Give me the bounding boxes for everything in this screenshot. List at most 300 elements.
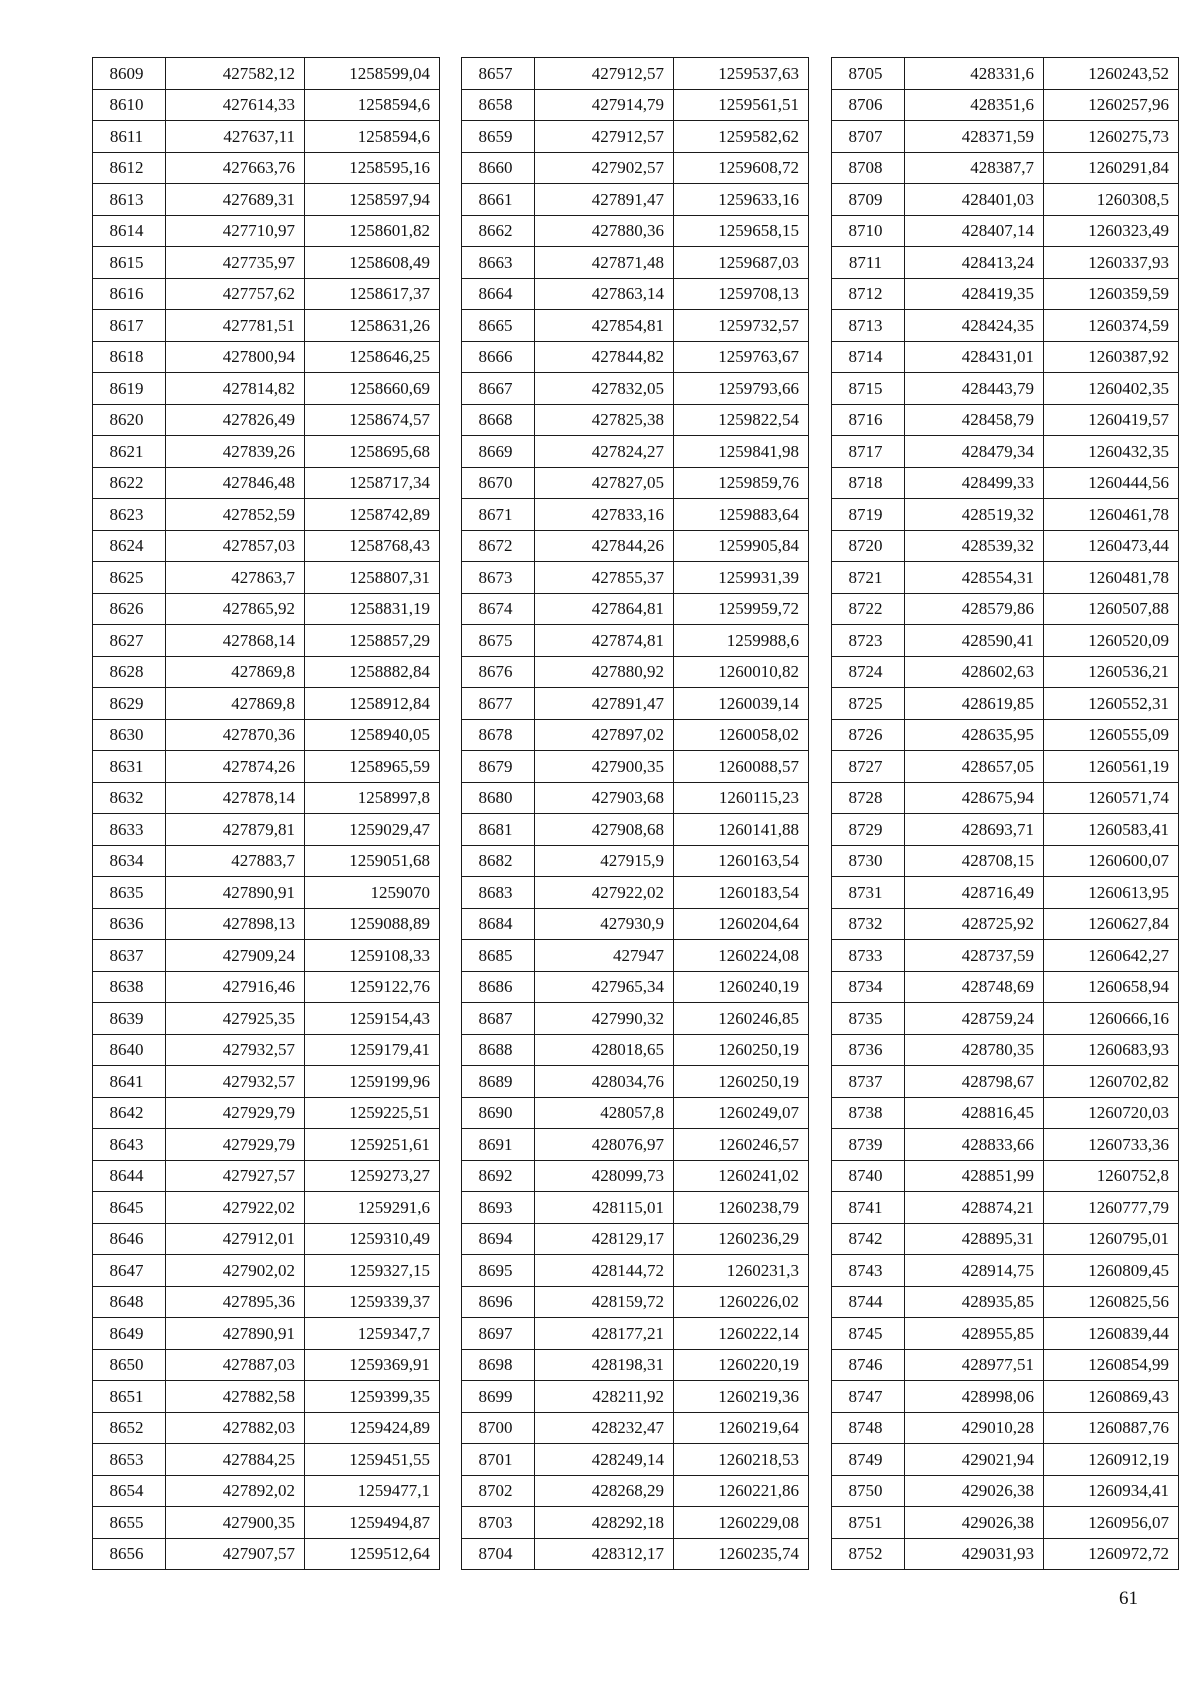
x-coordinate-cell: 428619,85 xyxy=(905,688,1044,720)
point-number-cell: 8664 xyxy=(462,278,535,310)
point-number-cell: 8649 xyxy=(93,1318,166,1350)
x-coordinate-cell: 428407,14 xyxy=(905,215,1044,247)
x-coordinate-cell: 427863,7 xyxy=(166,562,305,594)
y-coordinate-cell: 1260536,21 xyxy=(1044,656,1179,688)
point-number-cell: 8660 xyxy=(462,152,535,184)
y-coordinate-cell: 1260224,08 xyxy=(674,940,809,972)
point-number-cell: 8692 xyxy=(462,1160,535,1192)
y-coordinate-cell: 1259339,37 xyxy=(305,1286,440,1318)
table-row xyxy=(93,1160,440,1192)
point-number-cell: 8610 xyxy=(93,89,166,121)
table-row xyxy=(462,1507,809,1539)
y-coordinate-cell: 1258882,84 xyxy=(305,656,440,688)
table-row xyxy=(832,1129,1179,1161)
y-coordinate-cell: 1258831,19 xyxy=(305,593,440,625)
table-row xyxy=(462,814,809,846)
x-coordinate-cell: 428833,66 xyxy=(905,1129,1044,1161)
table-row xyxy=(462,782,809,814)
table-row xyxy=(93,152,440,184)
table-row xyxy=(832,1192,1179,1224)
x-coordinate-cell: 427916,46 xyxy=(166,971,305,1003)
x-coordinate-cell: 428998,06 xyxy=(905,1381,1044,1413)
x-coordinate-cell: 427932,57 xyxy=(166,1066,305,1098)
table-row xyxy=(832,593,1179,625)
table-row xyxy=(832,814,1179,846)
table-row xyxy=(93,1255,440,1287)
point-number-cell: 8674 xyxy=(462,593,535,625)
point-number-cell: 8707 xyxy=(832,121,905,153)
table-row xyxy=(832,625,1179,657)
table-row xyxy=(93,845,440,877)
table-row xyxy=(832,1538,1179,1570)
y-coordinate-cell: 1260507,88 xyxy=(1044,593,1179,625)
x-coordinate-cell: 427929,79 xyxy=(166,1097,305,1129)
x-coordinate-cell: 427868,14 xyxy=(166,625,305,657)
y-coordinate-cell: 1259608,72 xyxy=(674,152,809,184)
point-number-cell: 8609 xyxy=(93,58,166,90)
table-row xyxy=(462,1475,809,1507)
x-coordinate-cell: 428401,03 xyxy=(905,184,1044,216)
y-coordinate-cell: 1260250,19 xyxy=(674,1066,809,1098)
y-coordinate-cell: 1260402,35 xyxy=(1044,373,1179,405)
x-coordinate-cell: 428693,71 xyxy=(905,814,1044,846)
point-number-cell: 8704 xyxy=(462,1538,535,1570)
point-number-cell: 8690 xyxy=(462,1097,535,1129)
y-coordinate-cell: 1259859,76 xyxy=(674,467,809,499)
table-row xyxy=(93,1097,440,1129)
y-coordinate-cell: 1259512,64 xyxy=(305,1538,440,1570)
table-row xyxy=(832,656,1179,688)
x-coordinate-cell: 428780,35 xyxy=(905,1034,1044,1066)
y-coordinate-cell: 1259494,87 xyxy=(305,1507,440,1539)
y-coordinate-cell: 1260825,56 xyxy=(1044,1286,1179,1318)
point-number-cell: 8686 xyxy=(462,971,535,1003)
y-coordinate-cell: 1260887,76 xyxy=(1044,1412,1179,1444)
x-coordinate-cell: 427869,8 xyxy=(166,688,305,720)
x-coordinate-cell: 428057,8 xyxy=(535,1097,674,1129)
y-coordinate-cell: 1259988,6 xyxy=(674,625,809,657)
point-number-cell: 8668 xyxy=(462,404,535,436)
y-coordinate-cell: 1260219,36 xyxy=(674,1381,809,1413)
x-coordinate-cell: 428144,72 xyxy=(535,1255,674,1287)
point-number-cell: 8718 xyxy=(832,467,905,499)
x-coordinate-cell: 427912,01 xyxy=(166,1223,305,1255)
y-coordinate-cell: 1260250,19 xyxy=(674,1034,809,1066)
x-coordinate-cell: 428424,35 xyxy=(905,310,1044,342)
y-coordinate-cell: 1258594,6 xyxy=(305,121,440,153)
y-coordinate-cell: 1260552,31 xyxy=(1044,688,1179,720)
table-row xyxy=(462,247,809,279)
point-number-cell: 8743 xyxy=(832,1255,905,1287)
y-coordinate-cell: 1260374,59 xyxy=(1044,310,1179,342)
table-row xyxy=(832,1318,1179,1350)
x-coordinate-cell: 427839,26 xyxy=(166,436,305,468)
x-coordinate-cell: 427882,03 xyxy=(166,1412,305,1444)
point-number-cell: 8722 xyxy=(832,593,905,625)
x-coordinate-cell: 427883,7 xyxy=(166,845,305,877)
point-number-cell: 8673 xyxy=(462,562,535,594)
point-number-cell: 8669 xyxy=(462,436,535,468)
y-coordinate-cell: 1260221,86 xyxy=(674,1475,809,1507)
y-coordinate-cell: 1259347,7 xyxy=(305,1318,440,1350)
y-coordinate-cell: 1260972,72 xyxy=(1044,1538,1179,1570)
table-row xyxy=(462,1538,809,1570)
x-coordinate-cell: 428708,15 xyxy=(905,845,1044,877)
x-coordinate-cell: 427844,82 xyxy=(535,341,674,373)
y-coordinate-cell: 1260218,53 xyxy=(674,1444,809,1476)
table-row xyxy=(93,1192,440,1224)
x-coordinate-cell: 428579,86 xyxy=(905,593,1044,625)
x-coordinate-cell: 428249,14 xyxy=(535,1444,674,1476)
point-number-cell: 8622 xyxy=(93,467,166,499)
y-coordinate-cell: 1260359,59 xyxy=(1044,278,1179,310)
table-row xyxy=(832,467,1179,499)
table-row xyxy=(832,1286,1179,1318)
x-coordinate-cell: 427824,27 xyxy=(535,436,674,468)
point-number-cell: 8651 xyxy=(93,1381,166,1413)
y-coordinate-cell: 1260163,54 xyxy=(674,845,809,877)
point-number-cell: 8611 xyxy=(93,121,166,153)
table-row xyxy=(93,121,440,153)
x-coordinate-cell: 427890,91 xyxy=(166,1318,305,1350)
y-coordinate-cell: 1260473,44 xyxy=(1044,530,1179,562)
point-number-cell: 8652 xyxy=(93,1412,166,1444)
table-row xyxy=(93,58,440,90)
table-row xyxy=(462,404,809,436)
point-number-cell: 8619 xyxy=(93,373,166,405)
point-number-cell: 8667 xyxy=(462,373,535,405)
x-coordinate-cell: 428816,45 xyxy=(905,1097,1044,1129)
point-number-cell: 8751 xyxy=(832,1507,905,1539)
y-coordinate-cell: 1260204,64 xyxy=(674,908,809,940)
y-coordinate-cell: 1260520,09 xyxy=(1044,625,1179,657)
y-coordinate-cell: 1260235,74 xyxy=(674,1538,809,1570)
x-coordinate-cell: 427898,13 xyxy=(166,908,305,940)
table-row xyxy=(832,1412,1179,1444)
table-row xyxy=(832,719,1179,751)
x-coordinate-cell: 427663,76 xyxy=(166,152,305,184)
y-coordinate-cell: 1260600,07 xyxy=(1044,845,1179,877)
point-number-cell: 8742 xyxy=(832,1223,905,1255)
point-number-cell: 8702 xyxy=(462,1475,535,1507)
x-coordinate-cell: 428351,6 xyxy=(905,89,1044,121)
table-row xyxy=(832,1507,1179,1539)
x-coordinate-cell: 428675,94 xyxy=(905,782,1044,814)
y-coordinate-cell: 1259225,51 xyxy=(305,1097,440,1129)
point-number-cell: 8709 xyxy=(832,184,905,216)
x-coordinate-cell: 427912,57 xyxy=(535,121,674,153)
point-number-cell: 8616 xyxy=(93,278,166,310)
point-number-cell: 8736 xyxy=(832,1034,905,1066)
y-coordinate-cell: 1258997,8 xyxy=(305,782,440,814)
y-coordinate-cell: 1259051,68 xyxy=(305,845,440,877)
x-coordinate-cell: 427890,91 xyxy=(166,877,305,909)
point-number-cell: 8624 xyxy=(93,530,166,562)
point-number-cell: 8670 xyxy=(462,467,535,499)
point-number-cell: 8708 xyxy=(832,152,905,184)
y-coordinate-cell: 1259793,66 xyxy=(674,373,809,405)
point-number-cell: 8656 xyxy=(93,1538,166,1570)
y-coordinate-cell: 1259822,54 xyxy=(674,404,809,436)
x-coordinate-cell: 427637,11 xyxy=(166,121,305,153)
point-number-cell: 8658 xyxy=(462,89,535,121)
y-coordinate-cell: 1259931,39 xyxy=(674,562,809,594)
x-coordinate-cell: 427757,62 xyxy=(166,278,305,310)
y-coordinate-cell: 1259291,6 xyxy=(305,1192,440,1224)
x-coordinate-cell: 427922,02 xyxy=(166,1192,305,1224)
x-coordinate-cell: 427932,57 xyxy=(166,1034,305,1066)
point-number-cell: 8746 xyxy=(832,1349,905,1381)
x-coordinate-cell: 427912,57 xyxy=(535,58,674,90)
y-coordinate-cell: 1260323,49 xyxy=(1044,215,1179,247)
point-number-cell: 8678 xyxy=(462,719,535,751)
point-number-cell: 8661 xyxy=(462,184,535,216)
table-row xyxy=(93,1412,440,1444)
y-coordinate-cell: 1260257,96 xyxy=(1044,89,1179,121)
y-coordinate-cell: 1260238,79 xyxy=(674,1192,809,1224)
table-row xyxy=(832,247,1179,279)
y-coordinate-cell: 1260088,57 xyxy=(674,751,809,783)
x-coordinate-cell: 427855,37 xyxy=(535,562,674,594)
x-coordinate-cell: 428798,67 xyxy=(905,1066,1044,1098)
point-number-cell: 8632 xyxy=(93,782,166,814)
point-number-cell: 8618 xyxy=(93,341,166,373)
x-coordinate-cell: 427614,33 xyxy=(166,89,305,121)
x-coordinate-cell: 427892,02 xyxy=(166,1475,305,1507)
table-row xyxy=(832,1066,1179,1098)
table-row xyxy=(832,373,1179,405)
y-coordinate-cell: 1259763,67 xyxy=(674,341,809,373)
x-coordinate-cell: 427907,57 xyxy=(166,1538,305,1570)
table-row xyxy=(832,278,1179,310)
y-coordinate-cell: 1260912,19 xyxy=(1044,1444,1179,1476)
x-coordinate-cell: 427965,34 xyxy=(535,971,674,1003)
x-coordinate-cell: 429010,28 xyxy=(905,1412,1044,1444)
y-coordinate-cell: 1260733,36 xyxy=(1044,1129,1179,1161)
table-row xyxy=(462,215,809,247)
point-number-cell: 8615 xyxy=(93,247,166,279)
x-coordinate-cell: 428431,01 xyxy=(905,341,1044,373)
x-coordinate-cell: 428268,29 xyxy=(535,1475,674,1507)
x-coordinate-cell: 428748,69 xyxy=(905,971,1044,1003)
y-coordinate-cell: 1259327,15 xyxy=(305,1255,440,1287)
x-coordinate-cell: 428657,05 xyxy=(905,751,1044,783)
table-row xyxy=(93,341,440,373)
table-row xyxy=(462,1129,809,1161)
table-row xyxy=(832,530,1179,562)
x-coordinate-cell: 429031,93 xyxy=(905,1538,1044,1570)
y-coordinate-cell: 1260039,14 xyxy=(674,688,809,720)
y-coordinate-cell: 1260658,94 xyxy=(1044,971,1179,1003)
page-number: 61 xyxy=(1119,1588,1138,1609)
x-coordinate-cell: 427582,12 xyxy=(166,58,305,90)
point-number-cell: 8684 xyxy=(462,908,535,940)
x-coordinate-cell: 427880,92 xyxy=(535,656,674,688)
y-coordinate-cell: 1260583,41 xyxy=(1044,814,1179,846)
x-coordinate-cell: 427930,9 xyxy=(535,908,674,940)
y-coordinate-cell: 1260387,92 xyxy=(1044,341,1179,373)
x-coordinate-cell: 428458,79 xyxy=(905,404,1044,436)
table-row xyxy=(462,1223,809,1255)
x-coordinate-cell: 427833,16 xyxy=(535,499,674,531)
table-row xyxy=(462,688,809,720)
table-row xyxy=(462,58,809,90)
y-coordinate-cell: 1259905,84 xyxy=(674,530,809,562)
table-row xyxy=(832,184,1179,216)
x-coordinate-cell: 428419,35 xyxy=(905,278,1044,310)
y-coordinate-cell: 1260241,02 xyxy=(674,1160,809,1192)
point-number-cell: 8614 xyxy=(93,215,166,247)
x-coordinate-cell: 427781,51 xyxy=(166,310,305,342)
x-coordinate-cell: 428519,32 xyxy=(905,499,1044,531)
y-coordinate-cell: 1260141,88 xyxy=(674,814,809,846)
point-number-cell: 8710 xyxy=(832,215,905,247)
point-number-cell: 8749 xyxy=(832,1444,905,1476)
point-number-cell: 8663 xyxy=(462,247,535,279)
point-number-cell: 8747 xyxy=(832,1381,905,1413)
y-coordinate-cell: 1260010,82 xyxy=(674,656,809,688)
point-number-cell: 8681 xyxy=(462,814,535,846)
y-coordinate-cell: 1258674,57 xyxy=(305,404,440,436)
point-number-cell: 8665 xyxy=(462,310,535,342)
y-coordinate-cell: 1260243,52 xyxy=(1044,58,1179,90)
point-number-cell: 8639 xyxy=(93,1003,166,1035)
table-row xyxy=(93,373,440,405)
x-coordinate-cell: 427879,81 xyxy=(166,814,305,846)
table-row xyxy=(832,1444,1179,1476)
x-coordinate-cell: 427903,68 xyxy=(535,782,674,814)
table-row xyxy=(462,1381,809,1413)
x-coordinate-cell: 427852,59 xyxy=(166,499,305,531)
point-number-cell: 8699 xyxy=(462,1381,535,1413)
y-coordinate-cell: 1259154,43 xyxy=(305,1003,440,1035)
point-number-cell: 8636 xyxy=(93,908,166,940)
point-number-cell: 8752 xyxy=(832,1538,905,1570)
x-coordinate-cell: 428895,31 xyxy=(905,1223,1044,1255)
table-row xyxy=(462,1286,809,1318)
point-number-cell: 8677 xyxy=(462,688,535,720)
y-coordinate-cell: 1260702,82 xyxy=(1044,1066,1179,1098)
table-row xyxy=(832,436,1179,468)
point-number-cell: 8647 xyxy=(93,1255,166,1287)
y-coordinate-cell: 1260869,43 xyxy=(1044,1381,1179,1413)
x-coordinate-cell: 428099,73 xyxy=(535,1160,674,1192)
point-number-cell: 8748 xyxy=(832,1412,905,1444)
x-coordinate-cell: 428371,59 xyxy=(905,121,1044,153)
point-number-cell: 8726 xyxy=(832,719,905,751)
table-row xyxy=(93,1507,440,1539)
y-coordinate-cell: 1260683,93 xyxy=(1044,1034,1179,1066)
y-coordinate-cell: 1259108,33 xyxy=(305,940,440,972)
table-row xyxy=(462,152,809,184)
table-row xyxy=(93,562,440,594)
table-row xyxy=(462,625,809,657)
table-row xyxy=(93,593,440,625)
coordinates-table-1 xyxy=(92,57,440,1570)
point-number-cell: 8680 xyxy=(462,782,535,814)
y-coordinate-cell: 1260249,07 xyxy=(674,1097,809,1129)
point-number-cell: 8732 xyxy=(832,908,905,940)
x-coordinate-cell: 428129,17 xyxy=(535,1223,674,1255)
table-row xyxy=(462,1318,809,1350)
x-coordinate-cell: 427874,81 xyxy=(535,625,674,657)
table-row xyxy=(832,562,1179,594)
table-row xyxy=(462,877,809,909)
y-coordinate-cell: 1260183,54 xyxy=(674,877,809,909)
table-row xyxy=(462,1097,809,1129)
point-number-cell: 8750 xyxy=(832,1475,905,1507)
y-coordinate-cell: 1260461,78 xyxy=(1044,499,1179,531)
point-number-cell: 8638 xyxy=(93,971,166,1003)
point-number-cell: 8724 xyxy=(832,656,905,688)
table-row xyxy=(462,530,809,562)
y-coordinate-cell: 1259582,62 xyxy=(674,121,809,153)
x-coordinate-cell: 427689,31 xyxy=(166,184,305,216)
y-coordinate-cell: 1258768,43 xyxy=(305,530,440,562)
table-row xyxy=(832,940,1179,972)
table-row xyxy=(832,971,1179,1003)
y-coordinate-cell: 1259883,64 xyxy=(674,499,809,531)
table-row xyxy=(93,719,440,751)
point-number-cell: 8620 xyxy=(93,404,166,436)
y-coordinate-cell: 1260246,85 xyxy=(674,1003,809,1035)
x-coordinate-cell: 429026,38 xyxy=(905,1507,1044,1539)
y-coordinate-cell: 1260627,84 xyxy=(1044,908,1179,940)
table-row xyxy=(462,1066,809,1098)
y-coordinate-cell: 1258631,26 xyxy=(305,310,440,342)
point-number-cell: 8631 xyxy=(93,751,166,783)
y-coordinate-cell: 1259369,91 xyxy=(305,1349,440,1381)
point-number-cell: 8705 xyxy=(832,58,905,90)
y-coordinate-cell: 1260236,29 xyxy=(674,1223,809,1255)
x-coordinate-cell: 427908,68 xyxy=(535,814,674,846)
table-row xyxy=(832,845,1179,877)
point-number-cell: 8696 xyxy=(462,1286,535,1318)
x-coordinate-cell: 427915,9 xyxy=(535,845,674,877)
x-coordinate-cell: 427897,02 xyxy=(535,719,674,751)
y-coordinate-cell: 1259179,41 xyxy=(305,1034,440,1066)
y-coordinate-cell: 1259399,35 xyxy=(305,1381,440,1413)
y-coordinate-cell: 1258599,04 xyxy=(305,58,440,90)
point-number-cell: 8682 xyxy=(462,845,535,877)
point-number-cell: 8706 xyxy=(832,89,905,121)
point-number-cell: 8633 xyxy=(93,814,166,846)
y-coordinate-cell: 1260666,16 xyxy=(1044,1003,1179,1035)
table-row xyxy=(93,877,440,909)
table-row xyxy=(93,467,440,499)
y-coordinate-cell: 1258742,89 xyxy=(305,499,440,531)
y-coordinate-cell: 1259658,15 xyxy=(674,215,809,247)
point-number-cell: 8628 xyxy=(93,656,166,688)
x-coordinate-cell: 427710,97 xyxy=(166,215,305,247)
x-coordinate-cell: 427869,8 xyxy=(166,656,305,688)
point-number-cell: 8642 xyxy=(93,1097,166,1129)
y-coordinate-cell: 1259273,27 xyxy=(305,1160,440,1192)
y-coordinate-cell: 1260752,8 xyxy=(1044,1160,1179,1192)
x-coordinate-cell: 427863,14 xyxy=(535,278,674,310)
table-row xyxy=(93,1318,440,1350)
point-number-cell: 8672 xyxy=(462,530,535,562)
x-coordinate-cell: 428539,32 xyxy=(905,530,1044,562)
table-row xyxy=(462,1160,809,1192)
x-coordinate-cell: 427884,25 xyxy=(166,1444,305,1476)
table-row xyxy=(462,373,809,405)
table-row xyxy=(93,1003,440,1035)
x-coordinate-cell: 428387,7 xyxy=(905,152,1044,184)
table-row xyxy=(93,530,440,562)
x-coordinate-cell: 428198,31 xyxy=(535,1349,674,1381)
x-coordinate-cell: 428232,47 xyxy=(535,1412,674,1444)
